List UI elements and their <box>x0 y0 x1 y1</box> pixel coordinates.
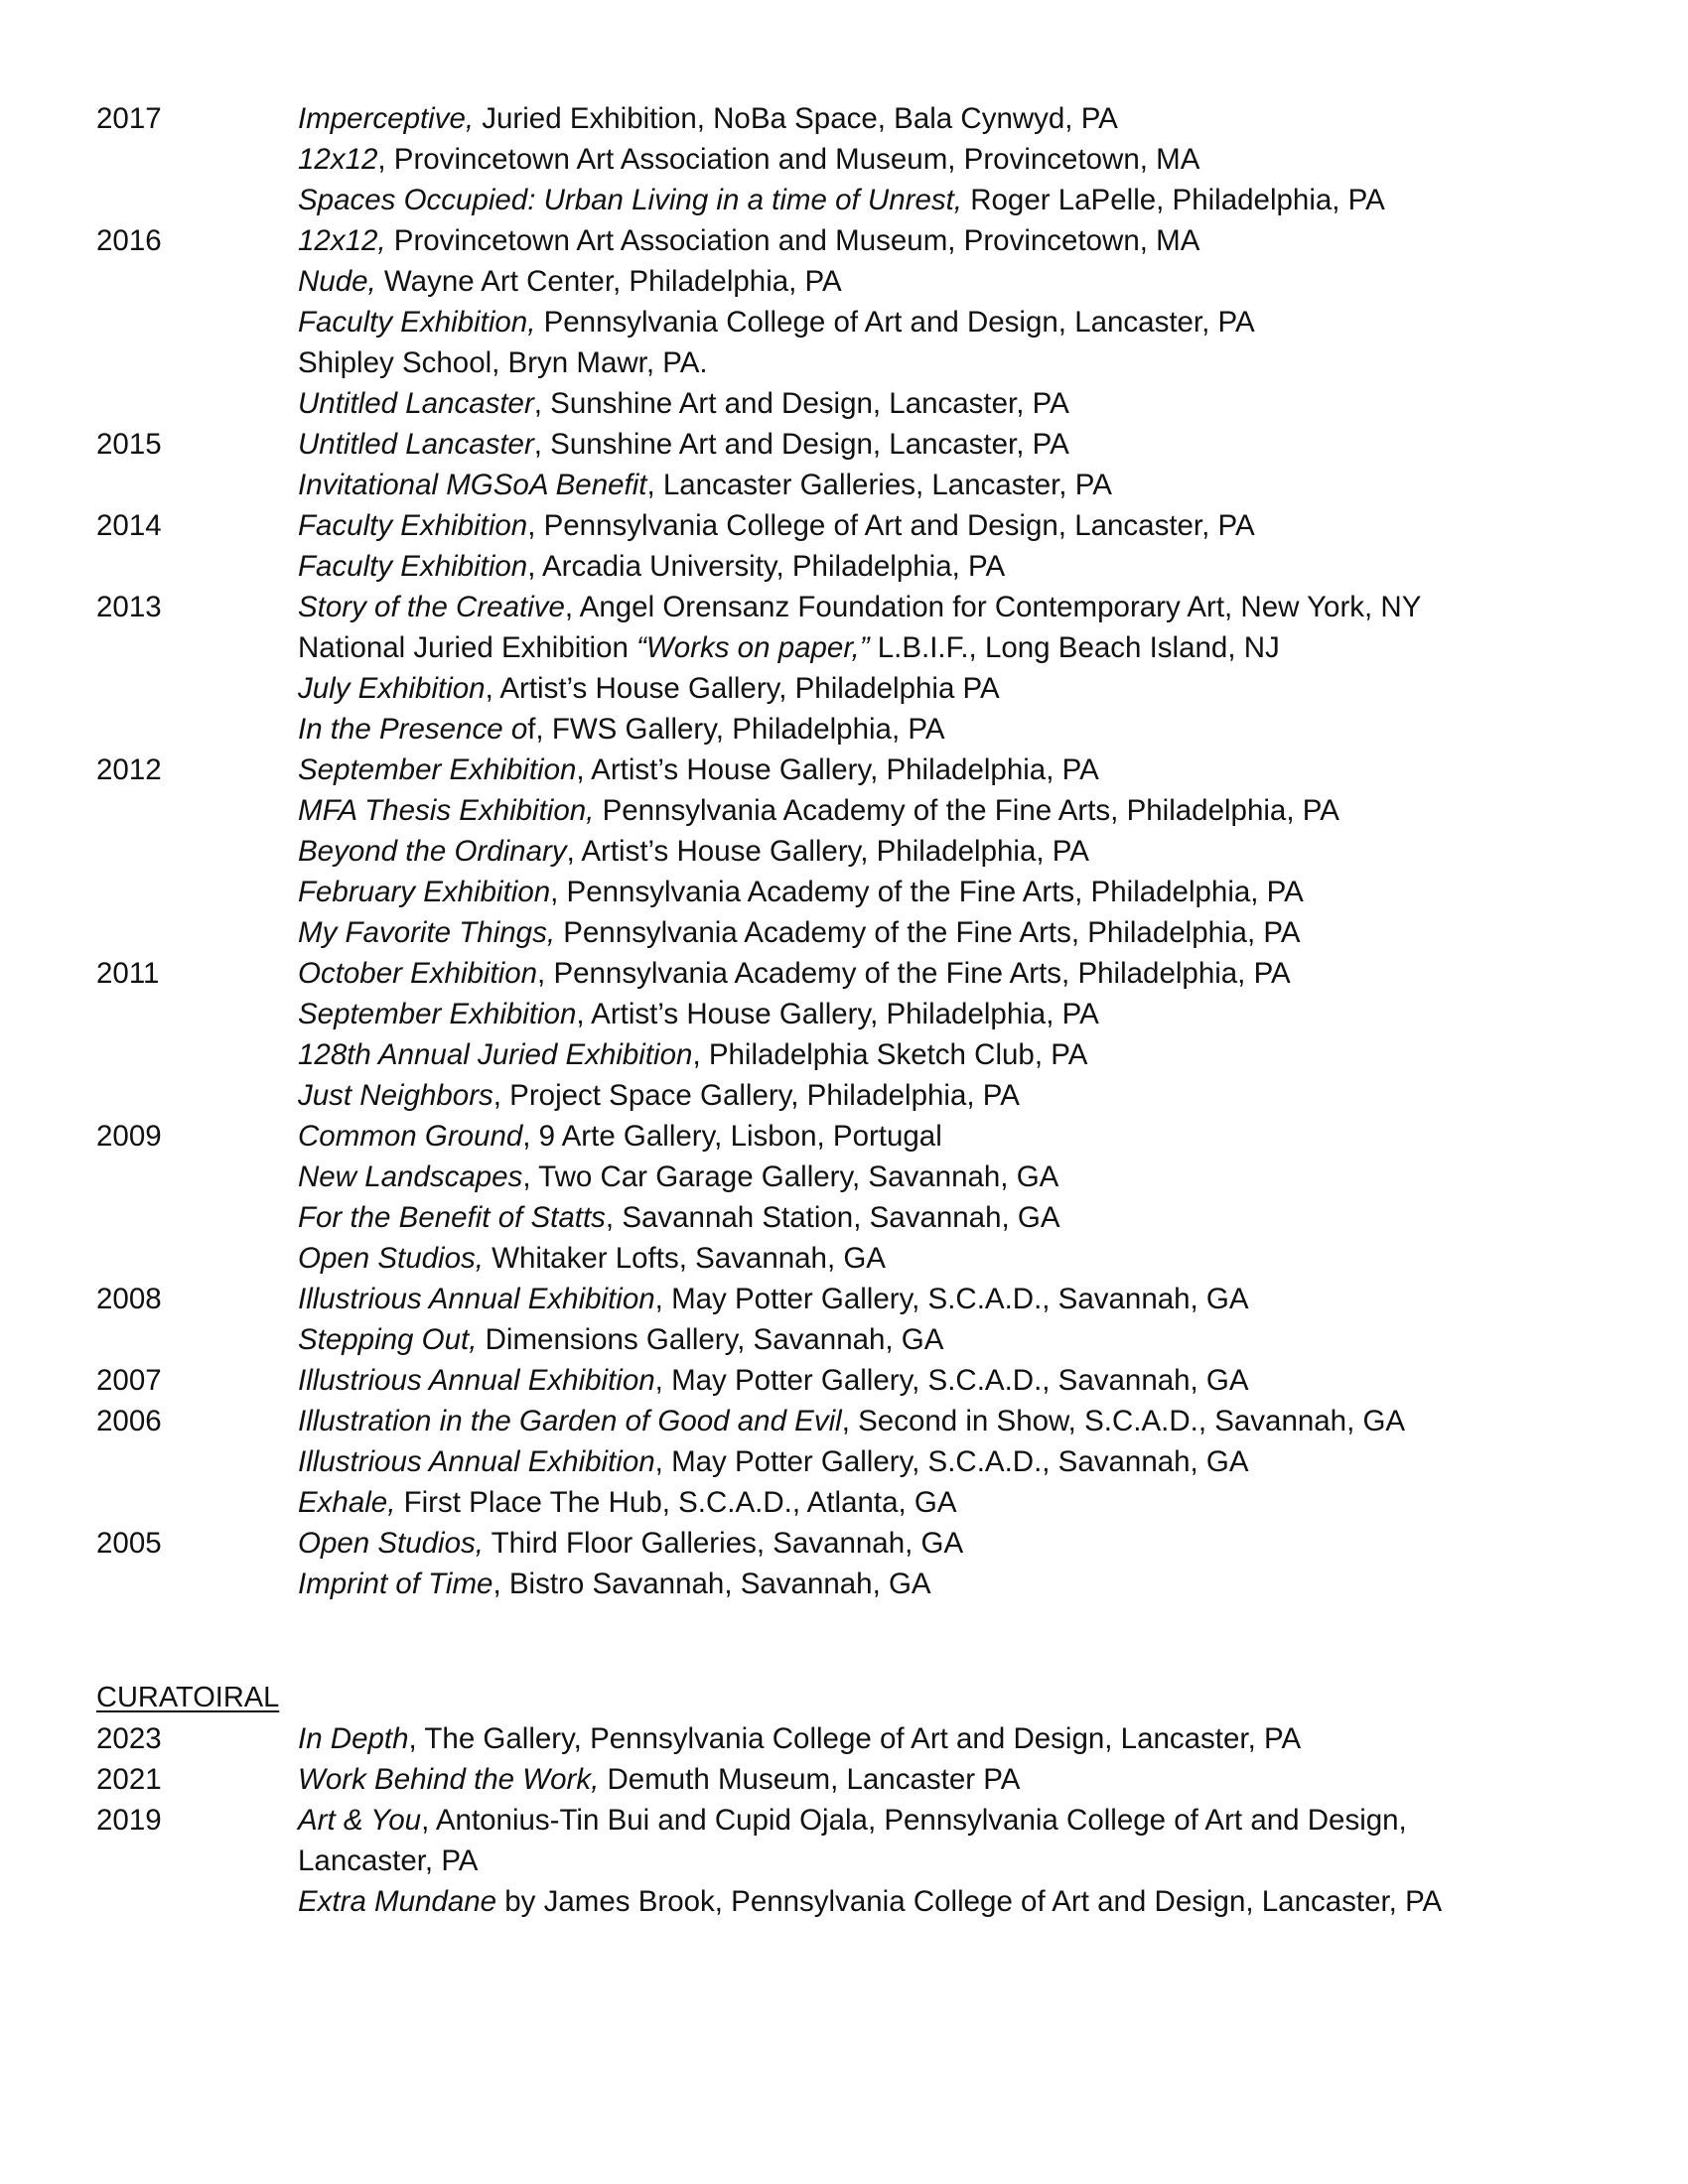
list-item <box>96 546 1506 587</box>
entry-text <box>298 1523 1504 1564</box>
entry-text <box>298 1034 1504 1075</box>
entry-text <box>298 302 1504 342</box>
entry-year: 2014 <box>96 509 162 542</box>
list-item <box>96 424 1506 465</box>
entry-text <box>298 1360 1504 1401</box>
entry-text <box>298 1197 1504 1238</box>
entry-title: 12x12 <box>298 143 378 176</box>
entry-title: Invitational MGSoA Benefit <box>298 469 647 501</box>
entry-title: Exhale, <box>298 1486 396 1519</box>
entry-details: Provincetown Art Association and Museum, Provincetown, MA <box>385 224 1200 257</box>
entry-year: 2012 <box>96 753 162 786</box>
entry-details: , May Potter Gallery, S.C.A.D., Savannah, GA <box>654 1283 1249 1315</box>
list-item <box>96 302 1506 342</box>
curatorial-section <box>96 1678 1506 1922</box>
entry-details: , Savannah Station, Savannah, GA <box>605 1201 1060 1234</box>
list-item <box>96 587 1506 627</box>
entry-title: Beyond the Ordinary <box>298 835 567 868</box>
entry-text <box>298 872 1504 912</box>
entry-title: September Exhibition <box>298 753 577 786</box>
entry-details: Dimensions Gallery, Savannah, GA <box>477 1323 944 1356</box>
entry-text <box>298 1157 1504 1197</box>
list-item <box>96 912 1506 953</box>
list-item <box>96 1279 1506 1319</box>
list-item <box>96 668 1506 709</box>
entry-title: Work Behind the Work, <box>298 1763 600 1796</box>
entry-details: L.B.I.F., Long Beach Island, NJ <box>869 631 1280 664</box>
entry-text <box>298 342 1504 383</box>
entry-prefix: National Juried Exhibition <box>298 631 637 664</box>
list-item <box>96 1800 1506 1881</box>
list-item <box>96 1401 1506 1441</box>
entry-details: , Philadelphia Sketch Club, PA <box>692 1038 1088 1071</box>
entry-title: Untitled Lancaster <box>298 428 534 461</box>
entry-text <box>298 383 1504 424</box>
entry-text <box>298 1881 1504 1922</box>
entry-title: Illustrious Annual Exhibition <box>298 1283 655 1315</box>
entry-details: , Antonius-Tin Bui and Cupid Ojala, Pennsylvania College of Art and Design, <box>421 1804 1407 1837</box>
entry-text <box>298 546 1504 587</box>
entry-details: Whitaker Lofts, Savannah, GA <box>483 1242 886 1275</box>
entry-title: February Exhibition <box>298 876 551 908</box>
entry-text <box>298 505 1504 546</box>
entry-details: Roger LaPelle, Philadelphia, PA <box>962 184 1385 216</box>
list-item <box>96 261 1506 302</box>
entry-text <box>298 1482 1504 1523</box>
entry-text <box>298 912 1504 953</box>
entry-text <box>298 98 1504 139</box>
entry-year: 2006 <box>96 1405 162 1437</box>
entry-details: by James Brook, Pennsylvania College of Art and Design, Lancaster, PA <box>496 1885 1443 1918</box>
entry-year: 2016 <box>96 224 162 257</box>
list-item <box>96 750 1506 790</box>
entry-details: , Project Space Gallery, Philadelphia, PA <box>492 1079 1020 1112</box>
entry-details: , Two Car Garage Gallery, Savannah, GA <box>522 1160 1059 1193</box>
entry-text <box>298 1116 1504 1157</box>
entry-details: , Angel Orensanz Foundation for Contemporary Art, New York, NY <box>564 591 1422 623</box>
entry-text <box>298 1075 1504 1116</box>
list-item <box>96 1197 1506 1238</box>
entry-title: Just Neighbors <box>298 1079 493 1112</box>
entry-text <box>298 790 1504 831</box>
entry-text <box>298 750 1504 790</box>
section-heading: CURATOIRAL <box>96 1682 280 1713</box>
list-item <box>96 627 1506 668</box>
entry-text <box>298 220 1504 261</box>
entry-title: Spaces Occupied: Urban Living in a time of Unrest, <box>298 184 962 216</box>
entry-details: , Sunshine Art and Design, Lancaster, PA <box>533 387 1069 420</box>
entry-text <box>298 709 1504 750</box>
entry-title: Faculty Exhibition <box>298 509 528 542</box>
list-item <box>96 1075 1506 1116</box>
entry-details: f, FWS Gallery, Philadelphia, PA <box>527 713 945 746</box>
entry-text <box>298 1718 1504 1759</box>
entry-text <box>298 1279 1504 1319</box>
entry-details: , Pennsylvania Academy of the Fine Arts, Philadelphia, PA <box>537 957 1291 990</box>
list-item <box>96 790 1506 831</box>
entry-details: , Lancaster Galleries, Lancaster, PA <box>646 469 1112 501</box>
entry-details: , The Gallery, Pennsylvania College of Art and Design, Lancaster, PA <box>408 1722 1302 1755</box>
entry-title: Imprint of Time <box>298 1568 493 1600</box>
entry-text <box>298 1401 1504 1441</box>
entry-text <box>298 1441 1504 1482</box>
entry-text <box>298 139 1504 180</box>
entry-title: Untitled Lancaster <box>298 387 534 420</box>
entry-text <box>298 627 1504 668</box>
list-item <box>96 1564 1506 1604</box>
entry-text <box>298 668 1504 709</box>
list-item <box>96 1157 1506 1197</box>
list-item <box>96 1319 1506 1360</box>
list-item <box>96 383 1506 424</box>
entry-title: Stepping Out, <box>298 1323 478 1356</box>
entry-details: Pennsylvania Academy of the Fine Arts, Philadelphia, PA <box>555 916 1301 949</box>
entry-details: , Artist’s House Gallery, Philadelphia PA <box>485 672 1000 705</box>
list-item <box>96 505 1506 546</box>
list-item <box>96 1441 1506 1482</box>
list-item <box>96 1116 1506 1157</box>
list-item <box>96 994 1506 1034</box>
entry-text <box>298 261 1504 302</box>
list-item <box>96 1360 1506 1401</box>
entry-details: , Second in Show, S.C.A.D., Savannah, GA <box>841 1405 1406 1437</box>
list-item <box>96 342 1506 383</box>
entry-year: 2013 <box>96 591 162 623</box>
entry-title: 12x12, <box>298 224 386 257</box>
entry-title: My Favorite Things, <box>298 916 556 949</box>
list-item <box>96 139 1506 180</box>
entry-title: Open Studios, <box>298 1242 484 1275</box>
list-item <box>96 1759 1506 1800</box>
entry-details: , Artist’s House Gallery, Philadelphia, PA <box>576 998 1099 1030</box>
entry-title: Open Studios, <box>298 1527 484 1560</box>
entry-details: Wayne Art Center, Philadelphia, PA <box>375 265 842 298</box>
exhibitions-list <box>96 98 1506 1604</box>
entry-title: Common Ground <box>298 1120 523 1153</box>
entry-title: MFA Thesis Exhibition, <box>298 794 595 827</box>
entry-year: 2009 <box>96 1120 162 1153</box>
entry-title: Art & You <box>298 1804 422 1837</box>
entry-title: In Depth <box>298 1722 409 1755</box>
entry-details: Demuth Museum, Lancaster PA <box>599 1763 1021 1796</box>
entry-year: 2017 <box>96 102 162 135</box>
list-item <box>96 1238 1506 1279</box>
entry-details: Pennsylvania Academy of the Fine Arts, Philadelphia, PA <box>594 794 1339 827</box>
list-item <box>96 953 1506 994</box>
entry-year: 2019 <box>96 1804 162 1837</box>
entry-title: July Exhibition <box>298 672 486 705</box>
entry-title: Extra Mundane <box>298 1885 497 1918</box>
list-item <box>96 220 1506 261</box>
entry-text <box>298 424 1504 465</box>
entry-details: , Bistro Savannah, Savannah, GA <box>492 1568 931 1600</box>
list-item <box>96 1718 1506 1759</box>
entry-title: Imperceptive, <box>298 102 475 135</box>
list-item <box>96 1523 1506 1564</box>
entry-year: 2007 <box>96 1364 162 1397</box>
list-item <box>96 1034 1506 1075</box>
entry-text <box>298 831 1504 872</box>
entry-title: Faculty Exhibition, <box>298 306 536 339</box>
entry-details: Shipley School, Bryn Mawr, PA. <box>298 346 708 379</box>
exhibitions-section <box>96 98 1506 1604</box>
entry-title: Illustration in the Garden of Good and Evil <box>298 1405 842 1437</box>
list-item <box>96 1881 1506 1922</box>
list-item <box>96 831 1506 872</box>
entry-text <box>298 180 1504 220</box>
entry-title: “Works on paper,” <box>636 631 870 664</box>
entry-details: Pennsylvania College of Art and Design, Lancaster, PA <box>535 306 1255 339</box>
entry-text <box>298 1319 1504 1360</box>
entry-details: , 9 Arte Gallery, Lisbon, Portugal <box>522 1120 942 1153</box>
entry-details: , May Potter Gallery, S.C.A.D., Savannah, GA <box>654 1445 1249 1478</box>
entry-details: , Sunshine Art and Design, Lancaster, PA <box>533 428 1069 461</box>
entry-details: , May Potter Gallery, S.C.A.D., Savannah, GA <box>654 1364 1249 1397</box>
entry-details: , Artist’s House Gallery, Philadelphia, PA <box>576 753 1099 786</box>
entry-year: 2011 <box>96 957 160 990</box>
entry-details: , Artist’s House Gallery, Philadelphia, PA <box>566 835 1089 868</box>
list-item <box>96 180 1506 220</box>
entry-details: Juried Exhibition, NoBa Space, Bala Cynwyd, PA <box>474 102 1118 135</box>
entry-details-continued: Lancaster, PA <box>298 1844 479 1877</box>
entry-title: New Landscapes <box>298 1160 523 1193</box>
entry-details: First Place The Hub, S.C.A.D., Atlanta, GA <box>395 1486 957 1519</box>
entry-details: , Arcadia University, Philadelphia, PA <box>527 550 1006 583</box>
entry-text <box>298 465 1504 505</box>
entry-year: 2023 <box>96 1722 162 1755</box>
list-item <box>96 1482 1506 1523</box>
entry-title: Nude, <box>298 265 376 298</box>
entry-year: 2005 <box>96 1527 162 1560</box>
entry-details: , Pennsylvania Academy of the Fine Arts, Philadelphia, PA <box>550 876 1304 908</box>
curatorial-list <box>96 1718 1506 1922</box>
entry-details: , Pennsylvania College of Art and Design, Lancaster, PA <box>527 509 1255 542</box>
entry-text <box>298 1800 1504 1881</box>
entry-year: 2021 <box>96 1763 162 1796</box>
list-item <box>96 872 1506 912</box>
list-item <box>96 709 1506 750</box>
entry-text <box>298 1238 1504 1279</box>
entry-details: , Provincetown Art Association and Museum, Provincetown, MA <box>377 143 1200 176</box>
entry-text <box>298 1759 1504 1800</box>
entry-year: 2008 <box>96 1283 162 1315</box>
entry-title: Faculty Exhibition <box>298 550 528 583</box>
entry-text <box>298 994 1504 1034</box>
list-item <box>96 465 1506 505</box>
entry-year: 2015 <box>96 428 162 461</box>
entry-text <box>298 587 1504 627</box>
entry-title: In the Presence o <box>298 713 528 746</box>
entry-text <box>298 953 1504 994</box>
entry-title: October Exhibition <box>298 957 538 990</box>
entry-details: Third Floor Galleries, Savannah, GA <box>483 1527 964 1560</box>
entry-title: Story of the Creative <box>298 591 565 623</box>
entry-title: Illustrious Annual Exhibition <box>298 1445 655 1478</box>
entry-text <box>298 1564 1504 1604</box>
entry-title: 128th Annual Juried Exhibition <box>298 1038 693 1071</box>
list-item <box>96 98 1506 139</box>
entry-title: Illustrious Annual Exhibition <box>298 1364 655 1397</box>
entry-title: September Exhibition <box>298 998 577 1030</box>
entry-title: For the Benefit of Statts <box>298 1201 606 1234</box>
